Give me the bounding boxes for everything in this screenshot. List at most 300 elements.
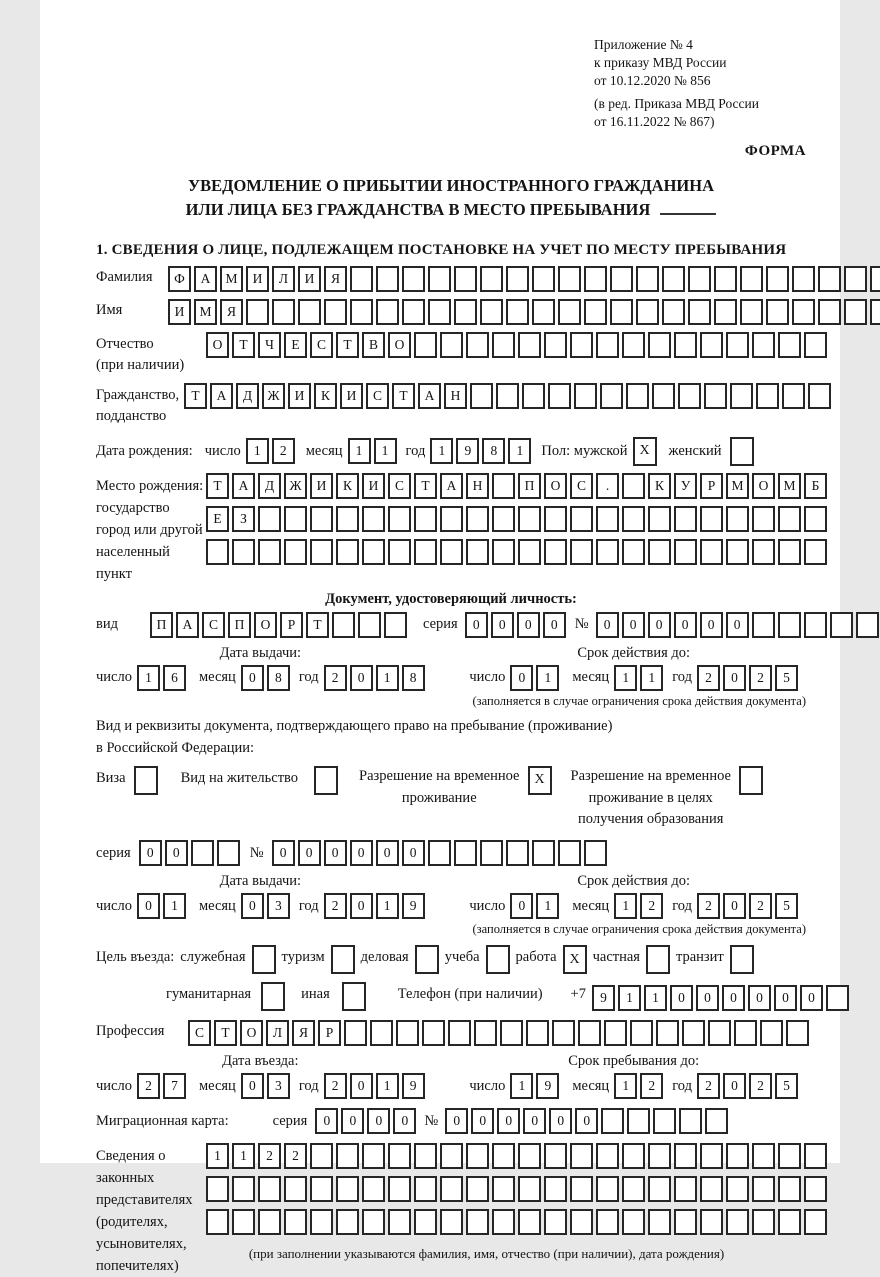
form-cell[interactable] [705, 1108, 728, 1134]
form-cell[interactable] [662, 299, 685, 325]
form-cell[interactable] [388, 1209, 411, 1235]
form-cell[interactable]: 0 [402, 840, 425, 866]
form-cell[interactable] [804, 1176, 827, 1202]
form-cell[interactable]: 0 [139, 840, 162, 866]
form-cell[interactable] [730, 945, 754, 974]
form-cell[interactable] [622, 1209, 645, 1235]
form-cell[interactable] [388, 1176, 411, 1202]
form-cell[interactable]: 0 [543, 612, 566, 638]
form-cell[interactable] [252, 945, 276, 974]
form-cell[interactable] [752, 332, 775, 358]
form-cell[interactable] [714, 266, 737, 292]
form-cell[interactable] [217, 840, 240, 866]
form-cell[interactable]: Р [318, 1020, 341, 1046]
form-cell[interactable]: 9 [402, 1073, 425, 1099]
form-cell[interactable] [818, 266, 841, 292]
form-cell[interactable] [726, 539, 749, 565]
form-cell[interactable]: 0 [648, 612, 671, 638]
form-cell[interactable] [601, 1108, 624, 1134]
form-cell[interactable] [752, 1176, 775, 1202]
form-cell[interactable] [518, 332, 541, 358]
form-cell[interactable] [544, 332, 567, 358]
form-cell[interactable]: 5 [775, 1073, 798, 1099]
form-cell[interactable]: 0 [491, 612, 514, 638]
form-cell[interactable] [414, 506, 437, 532]
form-cell[interactable]: 2 [272, 438, 295, 464]
form-cell[interactable]: 8 [402, 665, 425, 691]
form-cell[interactable] [648, 1209, 671, 1235]
form-cell[interactable]: Я [324, 266, 347, 292]
form-cell[interactable]: 2 [284, 1143, 307, 1169]
form-cell[interactable] [652, 383, 675, 409]
form-cell[interactable] [636, 266, 659, 292]
form-cell[interactable] [584, 299, 607, 325]
form-cell[interactable] [792, 299, 815, 325]
form-cell[interactable]: 1 [376, 665, 399, 691]
form-cell[interactable]: Д [236, 383, 259, 409]
form-cell[interactable]: У [674, 473, 697, 499]
form-cell[interactable]: 0 [670, 985, 693, 1011]
form-cell[interactable] [596, 332, 619, 358]
form-cell[interactable] [376, 299, 399, 325]
form-cell[interactable] [739, 766, 763, 795]
form-cell[interactable]: П [228, 612, 251, 638]
form-cell[interactable] [284, 506, 307, 532]
form-cell[interactable]: Н [444, 383, 467, 409]
form-cell[interactable] [600, 383, 623, 409]
form-cell[interactable]: 0 [722, 985, 745, 1011]
form-cell[interactable] [662, 266, 685, 292]
form-cell[interactable]: 1 [374, 438, 397, 464]
form-cell[interactable] [596, 506, 619, 532]
form-cell[interactable] [384, 612, 407, 638]
form-cell[interactable] [532, 266, 555, 292]
form-cell[interactable]: 1 [246, 438, 269, 464]
form-cell[interactable] [688, 299, 711, 325]
form-cell[interactable]: 1 [614, 665, 637, 691]
form-cell[interactable] [518, 1209, 541, 1235]
form-cell[interactable] [486, 945, 510, 974]
form-cell[interactable]: А [194, 266, 217, 292]
form-cell[interactable] [492, 1143, 515, 1169]
form-cell[interactable] [454, 840, 477, 866]
form-cell[interactable] [261, 982, 285, 1011]
form-cell[interactable]: Р [280, 612, 303, 638]
form-cell[interactable] [440, 506, 463, 532]
form-cell[interactable]: 2 [749, 893, 772, 919]
form-cell[interactable]: 0 [350, 840, 373, 866]
form-cell[interactable]: И [340, 383, 363, 409]
form-cell[interactable] [544, 1176, 567, 1202]
form-cell[interactable] [604, 1020, 627, 1046]
form-cell[interactable]: . [596, 473, 619, 499]
form-cell[interactable] [342, 982, 366, 1011]
form-cell[interactable] [414, 1143, 437, 1169]
form-cell[interactable] [596, 1143, 619, 1169]
form-cell[interactable] [778, 1176, 801, 1202]
form-cell[interactable] [636, 299, 659, 325]
form-cell[interactable] [310, 539, 333, 565]
form-cell[interactable] [466, 506, 489, 532]
form-cell[interactable] [336, 506, 359, 532]
form-cell[interactable] [454, 299, 477, 325]
form-cell[interactable] [752, 506, 775, 532]
form-cell[interactable]: 1 [163, 893, 186, 919]
form-cell[interactable]: 2 [749, 1073, 772, 1099]
form-cell[interactable] [331, 945, 355, 974]
form-cell[interactable] [466, 1209, 489, 1235]
form-cell[interactable]: С [310, 332, 333, 358]
form-cell[interactable]: Т [414, 473, 437, 499]
form-cell[interactable]: М [194, 299, 217, 325]
form-cell[interactable]: 0 [350, 665, 373, 691]
form-cell[interactable] [778, 1143, 801, 1169]
form-cell[interactable] [388, 539, 411, 565]
form-cell[interactable]: С [188, 1020, 211, 1046]
form-cell[interactable]: 0 [549, 1108, 572, 1134]
form-cell[interactable]: 0 [241, 665, 264, 691]
form-cell[interactable] [584, 266, 607, 292]
form-cell[interactable] [674, 506, 697, 532]
form-cell[interactable]: Б [804, 473, 827, 499]
form-cell[interactable]: И [288, 383, 311, 409]
form-cell[interactable] [844, 266, 867, 292]
form-cell[interactable] [232, 1209, 255, 1235]
form-cell[interactable]: Ф [168, 266, 191, 292]
form-cell[interactable]: А [210, 383, 233, 409]
form-cell[interactable]: Т [392, 383, 415, 409]
form-cell[interactable] [246, 299, 269, 325]
form-cell[interactable] [760, 1020, 783, 1046]
form-cell[interactable] [448, 1020, 471, 1046]
form-cell[interactable] [558, 266, 581, 292]
form-cell[interactable] [336, 1176, 359, 1202]
form-cell[interactable]: 0 [324, 840, 347, 866]
form-cell[interactable]: 0 [510, 665, 533, 691]
form-cell[interactable]: Е [206, 506, 229, 532]
form-cell[interactable]: 0 [774, 985, 797, 1011]
form-cell[interactable] [766, 299, 789, 325]
form-cell[interactable]: К [314, 383, 337, 409]
form-cell[interactable]: А [440, 473, 463, 499]
form-cell[interactable] [370, 1020, 393, 1046]
form-cell[interactable] [674, 1143, 697, 1169]
form-cell[interactable]: 0 [272, 840, 295, 866]
form-cell[interactable]: 1 [644, 985, 667, 1011]
form-cell[interactable] [466, 1143, 489, 1169]
form-cell[interactable] [708, 1020, 731, 1046]
form-cell[interactable]: Н [466, 473, 489, 499]
form-cell[interactable] [674, 1209, 697, 1235]
form-cell[interactable]: 0 [471, 1108, 494, 1134]
form-cell[interactable] [480, 840, 503, 866]
form-cell[interactable] [544, 1209, 567, 1235]
form-cell[interactable] [492, 473, 515, 499]
form-cell[interactable] [678, 383, 701, 409]
form-cell[interactable] [570, 332, 593, 358]
form-cell[interactable]: 7 [163, 1073, 186, 1099]
form-cell[interactable]: Т [206, 473, 229, 499]
form-cell[interactable] [474, 1020, 497, 1046]
form-cell[interactable] [648, 539, 671, 565]
form-cell[interactable] [544, 506, 567, 532]
form-cell[interactable] [804, 1143, 827, 1169]
form-cell[interactable]: 0 [726, 612, 749, 638]
form-cell[interactable] [653, 1108, 676, 1134]
form-cell[interactable] [752, 539, 775, 565]
form-cell[interactable] [402, 299, 425, 325]
form-cell[interactable]: X [563, 945, 587, 974]
form-cell[interactable] [622, 506, 645, 532]
form-cell[interactable]: И [168, 299, 191, 325]
form-cell[interactable]: Л [266, 1020, 289, 1046]
form-cell[interactable] [752, 1209, 775, 1235]
form-cell[interactable] [726, 1143, 749, 1169]
form-cell[interactable] [804, 332, 827, 358]
form-cell[interactable] [646, 945, 670, 974]
form-cell[interactable] [627, 1108, 650, 1134]
form-cell[interactable]: 0 [523, 1108, 546, 1134]
form-cell[interactable] [804, 1209, 827, 1235]
form-cell[interactable]: 0 [497, 1108, 520, 1134]
form-cell[interactable] [700, 1176, 723, 1202]
form-cell[interactable]: 2 [324, 1073, 347, 1099]
form-cell[interactable] [324, 299, 347, 325]
form-cell[interactable] [314, 766, 338, 795]
form-cell[interactable] [570, 1143, 593, 1169]
form-cell[interactable]: 0 [241, 1073, 264, 1099]
form-cell[interactable]: 2 [697, 1073, 720, 1099]
form-cell[interactable]: 1 [618, 985, 641, 1011]
form-cell[interactable]: 8 [482, 438, 505, 464]
form-cell[interactable] [506, 840, 529, 866]
form-cell[interactable]: С [570, 473, 593, 499]
form-cell[interactable]: И [362, 473, 385, 499]
form-cell[interactable]: М [726, 473, 749, 499]
form-cell[interactable] [558, 840, 581, 866]
form-cell[interactable]: 9 [402, 893, 425, 919]
form-cell[interactable] [396, 1020, 419, 1046]
form-cell[interactable]: Я [220, 299, 243, 325]
form-cell[interactable] [679, 1108, 702, 1134]
form-cell[interactable] [726, 1176, 749, 1202]
form-cell[interactable] [206, 1176, 229, 1202]
form-cell[interactable]: Т [214, 1020, 237, 1046]
form-cell[interactable]: 0 [341, 1108, 364, 1134]
form-cell[interactable]: Т [336, 332, 359, 358]
form-cell[interactable]: 0 [465, 612, 488, 638]
form-cell[interactable] [191, 840, 214, 866]
form-cell[interactable] [682, 1020, 705, 1046]
form-cell[interactable] [544, 1143, 567, 1169]
form-cell[interactable]: X [633, 437, 657, 466]
form-cell[interactable]: Л [272, 266, 295, 292]
form-cell[interactable] [674, 332, 697, 358]
form-cell[interactable] [428, 266, 451, 292]
form-cell[interactable]: 0 [137, 893, 160, 919]
form-cell[interactable]: 1 [510, 1073, 533, 1099]
form-cell[interactable]: П [518, 473, 541, 499]
form-cell[interactable] [336, 1209, 359, 1235]
form-cell[interactable]: 1 [508, 438, 531, 464]
form-cell[interactable] [284, 1209, 307, 1235]
form-cell[interactable] [570, 539, 593, 565]
form-cell[interactable]: Ж [262, 383, 285, 409]
form-cell[interactable] [700, 539, 723, 565]
form-cell[interactable]: А [232, 473, 255, 499]
form-cell[interactable] [730, 437, 754, 466]
form-cell[interactable]: Т [184, 383, 207, 409]
form-cell[interactable]: 1 [348, 438, 371, 464]
form-cell[interactable]: 0 [596, 612, 619, 638]
form-cell[interactable] [362, 539, 385, 565]
form-cell[interactable] [506, 266, 529, 292]
form-cell[interactable] [492, 1209, 515, 1235]
form-cell[interactable]: 0 [350, 893, 373, 919]
form-cell[interactable]: С [366, 383, 389, 409]
form-cell[interactable]: 0 [723, 893, 746, 919]
form-cell[interactable] [856, 612, 879, 638]
form-cell[interactable]: X [528, 766, 552, 795]
form-cell[interactable] [700, 506, 723, 532]
form-cell[interactable] [578, 1020, 601, 1046]
form-cell[interactable]: И [310, 473, 333, 499]
form-cell[interactable]: П [150, 612, 173, 638]
form-cell[interactable] [804, 506, 827, 532]
form-cell[interactable]: 0 [800, 985, 823, 1011]
form-cell[interactable]: М [778, 473, 801, 499]
form-cell[interactable] [336, 539, 359, 565]
form-cell[interactable] [726, 1209, 749, 1235]
form-cell[interactable]: И [298, 266, 321, 292]
form-cell[interactable] [428, 840, 451, 866]
form-cell[interactable]: 0 [700, 612, 723, 638]
form-cell[interactable] [734, 1020, 757, 1046]
form-cell[interactable]: К [648, 473, 671, 499]
form-cell[interactable] [548, 383, 571, 409]
form-cell[interactable]: 1 [430, 438, 453, 464]
form-cell[interactable]: О [254, 612, 277, 638]
form-cell[interactable] [206, 539, 229, 565]
form-cell[interactable] [506, 299, 529, 325]
form-cell[interactable] [388, 1143, 411, 1169]
form-cell[interactable]: 0 [723, 1073, 746, 1099]
form-cell[interactable] [206, 1209, 229, 1235]
form-cell[interactable]: 0 [674, 612, 697, 638]
form-cell[interactable] [700, 1209, 723, 1235]
form-cell[interactable] [740, 299, 763, 325]
form-cell[interactable]: 5 [775, 665, 798, 691]
form-cell[interactable]: 9 [592, 985, 615, 1011]
form-cell[interactable] [454, 266, 477, 292]
form-cell[interactable] [310, 506, 333, 532]
form-cell[interactable] [610, 266, 633, 292]
form-cell[interactable] [622, 1176, 645, 1202]
form-cell[interactable]: Ч [258, 332, 281, 358]
form-cell[interactable] [596, 1176, 619, 1202]
form-cell[interactable] [376, 266, 399, 292]
form-cell[interactable]: 0 [510, 893, 533, 919]
form-cell[interactable] [584, 840, 607, 866]
form-cell[interactable] [596, 539, 619, 565]
form-cell[interactable] [492, 332, 515, 358]
form-cell[interactable] [778, 539, 801, 565]
form-cell[interactable] [730, 383, 753, 409]
form-cell[interactable] [466, 1176, 489, 1202]
form-cell[interactable] [778, 506, 801, 532]
form-cell[interactable]: С [202, 612, 225, 638]
form-cell[interactable]: А [176, 612, 199, 638]
form-cell[interactable] [656, 1020, 679, 1046]
form-cell[interactable] [778, 1209, 801, 1235]
form-cell[interactable]: 0 [445, 1108, 468, 1134]
form-cell[interactable]: 5 [775, 893, 798, 919]
form-cell[interactable] [674, 539, 697, 565]
form-cell[interactable]: Я [292, 1020, 315, 1046]
form-cell[interactable]: О [752, 473, 775, 499]
form-cell[interactable] [492, 506, 515, 532]
form-cell[interactable] [830, 612, 853, 638]
form-cell[interactable] [414, 332, 437, 358]
form-cell[interactable] [786, 1020, 809, 1046]
form-cell[interactable] [232, 539, 255, 565]
form-cell[interactable] [272, 299, 295, 325]
form-cell[interactable] [808, 383, 831, 409]
form-cell[interactable]: Е [284, 332, 307, 358]
form-cell[interactable]: К [336, 473, 359, 499]
form-cell[interactable] [388, 506, 411, 532]
form-cell[interactable]: 0 [165, 840, 188, 866]
form-cell[interactable] [414, 539, 437, 565]
form-cell[interactable]: 1 [232, 1143, 255, 1169]
form-cell[interactable] [622, 1143, 645, 1169]
form-cell[interactable] [344, 1020, 367, 1046]
form-cell[interactable] [622, 539, 645, 565]
form-cell[interactable] [492, 1176, 515, 1202]
form-cell[interactable] [526, 1020, 549, 1046]
form-cell[interactable]: Ж [284, 473, 307, 499]
form-cell[interactable] [518, 506, 541, 532]
form-cell[interactable] [826, 985, 849, 1011]
form-cell[interactable]: 2 [324, 893, 347, 919]
form-cell[interactable]: 0 [622, 612, 645, 638]
form-cell[interactable] [626, 383, 649, 409]
form-cell[interactable]: 0 [298, 840, 321, 866]
form-cell[interactable] [284, 1176, 307, 1202]
form-cell[interactable] [570, 1176, 593, 1202]
form-cell[interactable] [415, 945, 439, 974]
form-cell[interactable] [310, 1143, 333, 1169]
form-cell[interactable] [522, 383, 545, 409]
form-cell[interactable] [414, 1209, 437, 1235]
form-cell[interactable]: О [240, 1020, 263, 1046]
form-cell[interactable] [422, 1020, 445, 1046]
form-cell[interactable] [544, 539, 567, 565]
form-cell[interactable]: 0 [315, 1108, 338, 1134]
form-cell[interactable]: И [246, 266, 269, 292]
form-cell[interactable] [778, 612, 801, 638]
form-cell[interactable]: Т [306, 612, 329, 638]
form-cell[interactable] [804, 612, 827, 638]
form-cell[interactable]: 3 [267, 1073, 290, 1099]
form-cell[interactable]: 0 [517, 612, 540, 638]
form-cell[interactable]: 2 [258, 1143, 281, 1169]
form-cell[interactable]: 8 [267, 665, 290, 691]
form-cell[interactable] [870, 266, 880, 292]
form-cell[interactable] [518, 539, 541, 565]
form-cell[interactable]: 2 [324, 665, 347, 691]
form-cell[interactable]: 9 [456, 438, 479, 464]
